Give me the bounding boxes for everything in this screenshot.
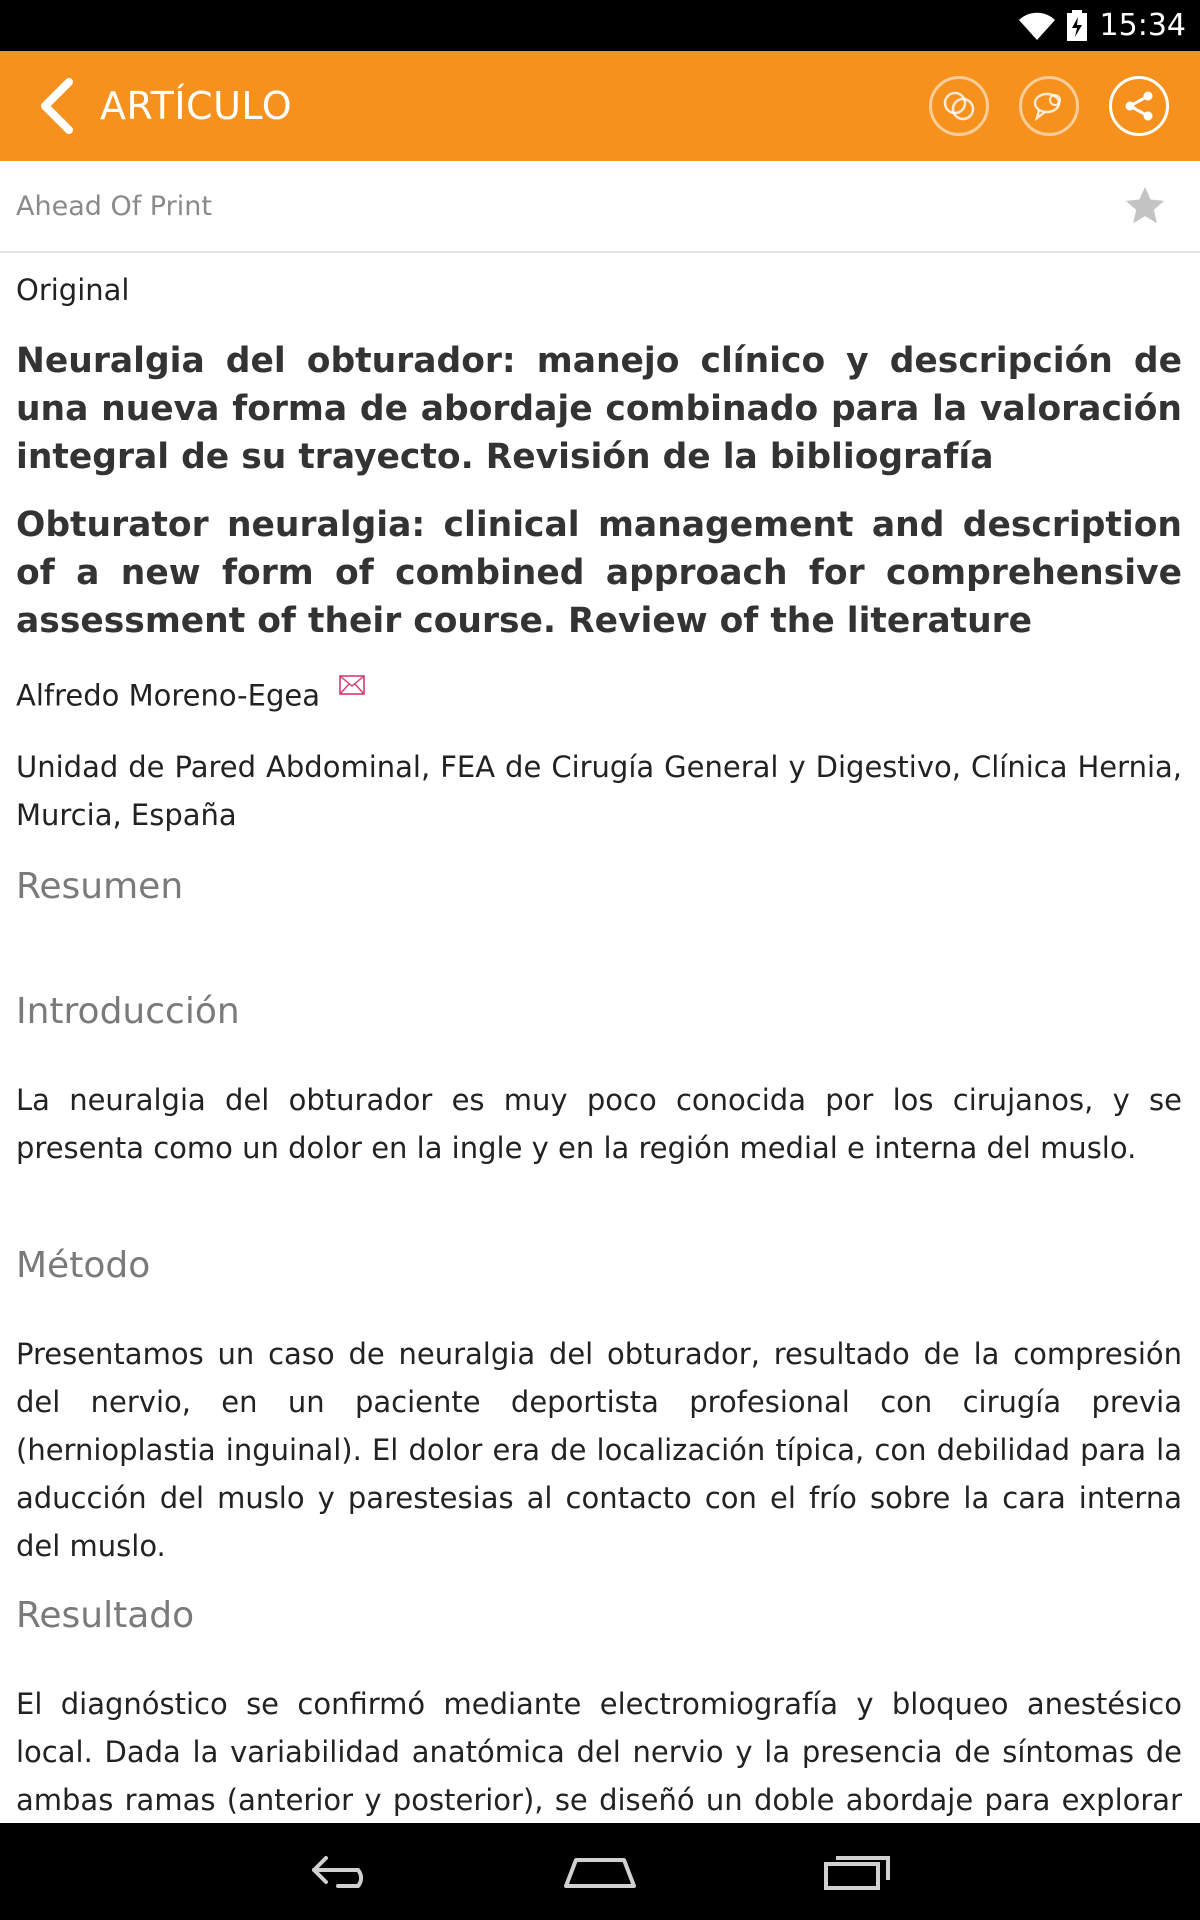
comments-icon bbox=[1031, 88, 1067, 124]
system-nav-bar bbox=[0, 1823, 1200, 1920]
section-text-metodo: Presentamos un caso de neuralgia del obturador, resultado de la compresión del nervio, en un paciente deportista profesional con cirugía previa (hernioplastia inguinal). El dolor era de localización típica, con debilidad para la aducción del muslo y parestesias al contacto con el frío sobre la cara interna del muslo. bbox=[16, 1337, 1182, 1563]
comments-button[interactable] bbox=[1019, 76, 1079, 136]
nav-back-icon bbox=[308, 1850, 378, 1894]
article-type: Original bbox=[16, 273, 130, 307]
nav-home-icon bbox=[562, 1850, 638, 1894]
article-content bbox=[16, 253, 1182, 1823]
share-icon bbox=[1121, 88, 1157, 124]
email-icon[interactable] bbox=[339, 668, 365, 702]
app-bar bbox=[0, 51, 1200, 161]
share-button[interactable] bbox=[1109, 76, 1169, 136]
nav-home-button[interactable] bbox=[555, 1837, 645, 1907]
issue-status-label: Ahead Of Print bbox=[16, 191, 212, 222]
section-heading-introduccion: Introducción bbox=[16, 991, 240, 1032]
abstract-heading: Resumen bbox=[16, 866, 184, 907]
star-icon bbox=[1122, 183, 1168, 229]
section-heading-resultado: Resultado bbox=[16, 1595, 195, 1636]
battery-icon bbox=[1066, 10, 1088, 42]
author-name: Alfredo Moreno-Egea bbox=[16, 678, 320, 713]
section-heading-metodo: Método bbox=[16, 1245, 151, 1286]
favorite-button[interactable] bbox=[1122, 183, 1168, 229]
related-articles-icon bbox=[941, 88, 977, 124]
page-title: ARTÍCULO bbox=[100, 84, 293, 128]
nav-recents-button[interactable] bbox=[812, 1837, 902, 1907]
status-bar bbox=[0, 0, 1200, 51]
nav-recents-icon bbox=[822, 1850, 892, 1894]
section-text-introduccion: La neuralgia del obturador es muy poco conocida por los cirujanos, y se presenta como un dolor en la ingle y en la región medial e interna del muslo. bbox=[16, 1083, 1182, 1165]
back-arrow-icon bbox=[35, 76, 79, 136]
back-button[interactable] bbox=[22, 71, 92, 141]
related-articles-button[interactable] bbox=[929, 76, 989, 136]
author-affiliation: Unidad de Pared Abdominal, FEA de Cirugía General y Digestivo, Clínica Hernia, Murcia, España bbox=[16, 750, 1182, 832]
issue-status-bar bbox=[0, 161, 1200, 253]
section-text-resultado: El diagnóstico se confirmó mediante electromiografía y bloqueo anestésico local. Dada la variabilidad anatómica del nervio y la presencia de síntomas de ambas ramas (anterior y posterior), se diseñó un doble abordaje para explorar bbox=[16, 1687, 1182, 1817]
status-time: 15:34 bbox=[1099, 8, 1186, 43]
article-title-english: Obturator neuralgia: clinical management and description of a new form of combined approach for comprehensive assessment of their course. Review of the literature bbox=[16, 505, 1182, 641]
nav-back-button[interactable] bbox=[298, 1837, 388, 1907]
wifi-icon bbox=[1018, 11, 1056, 41]
author bbox=[16, 668, 365, 713]
article-title-spanish: Neuralgia del obturador: manejo clínico y descripción de una nueva forma de abordaje combinado para la valoración integral de su trayecto. Revisión de la bibliografía bbox=[16, 341, 1182, 477]
